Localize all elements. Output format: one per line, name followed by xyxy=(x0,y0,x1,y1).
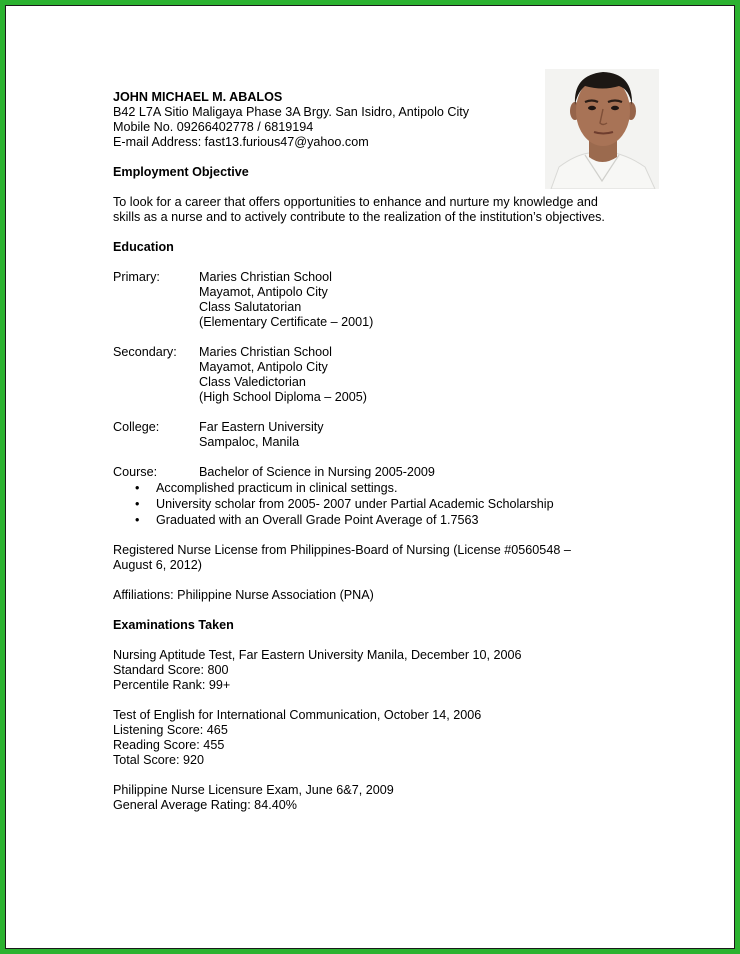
resume-document xyxy=(113,90,673,813)
exam-score: Standard Score: 800 xyxy=(113,663,229,677)
secondary-label: Secondary: xyxy=(113,345,177,359)
exam-title: Test of English for International Communication, October 14, 2006 xyxy=(113,708,482,722)
primary-school: Maries Christian School xyxy=(199,270,332,284)
exam-title: Nursing Aptitude Test, Far Eastern University Manila, December 10, 2006 xyxy=(113,648,522,662)
exams-heading: Examinations Taken xyxy=(113,618,234,632)
secondary-diploma: (High School Diploma – 2005) xyxy=(199,390,368,404)
exam-nursing-aptitude xyxy=(113,648,673,693)
applicant-name: JOHN MICHAEL M. ABALOS xyxy=(113,90,283,104)
objective-text-line-1: To look for a career that offers opportunities to enhance and nurture my knowledge and xyxy=(113,195,598,209)
exam-score: Percentile Rank: 99+ xyxy=(113,678,231,692)
primary-label: Primary: xyxy=(113,270,160,284)
primary-certificate: (Elementary Certificate – 2001) xyxy=(199,315,374,329)
education-college xyxy=(113,420,673,450)
college-label: College: xyxy=(113,420,160,434)
secondary-honor: Class Valedictorian xyxy=(199,375,306,389)
exam-toeic xyxy=(113,708,673,768)
license-line-1: Registered Nurse License from Philippines-Board of Nursing (License #0560548 – xyxy=(113,543,571,557)
objective-heading: Employment Objective xyxy=(113,165,249,179)
exam-score: Listening Score: 465 xyxy=(113,723,228,737)
college-location: Sampaloc, Manila xyxy=(199,435,300,449)
address: B42 L7A Sitio Maligaya Phase 3A Brgy. San Isidro, Antipolo City xyxy=(113,105,470,119)
email-address: E-mail Address: fast13.furious47@yahoo.com xyxy=(113,135,369,149)
primary-honor: Class Salutatorian xyxy=(199,300,302,314)
course-name: Bachelor of Science in Nursing 2005-2009 xyxy=(199,465,435,479)
license-line-2: August 6, 2012) xyxy=(113,558,202,572)
affiliations: Affiliations: Philippine Nurse Association (PNA) xyxy=(113,588,374,602)
list-item: • Accomplished practicum in clinical settings. xyxy=(113,480,673,496)
education-heading: Education xyxy=(113,240,174,254)
secondary-location: Mayamot, Antipolo City xyxy=(199,360,328,374)
education-course xyxy=(113,465,673,480)
course-label: Course: xyxy=(113,465,158,479)
objective-text-line-2: skills as a nurse and to actively contribute to the realization of the institution’s objectives. xyxy=(113,210,605,224)
exam-score: Reading Score: 455 xyxy=(113,738,225,752)
college-school: Far Eastern University xyxy=(199,420,324,434)
mobile-number: Mobile No. 09266402778 / 6819194 xyxy=(113,120,314,134)
secondary-school: Maries Christian School xyxy=(199,345,332,359)
exam-licensure xyxy=(113,783,673,813)
primary-location: Mayamot, Antipolo City xyxy=(199,285,328,299)
education-secondary xyxy=(113,345,673,405)
exam-title: Philippine Nurse Licensure Exam, June 6&7, 2009 xyxy=(113,783,394,797)
education-primary xyxy=(113,270,673,330)
course-achievements xyxy=(113,480,673,528)
list-item: • Graduated with an Overall Grade Point Average of 1.7563 xyxy=(113,512,673,528)
exam-score: General Average Rating: 84.40% xyxy=(113,798,297,812)
list-item: • University scholar from 2005- 2007 under Partial Academic Scholarship xyxy=(113,496,673,512)
exam-score: Total Score: 920 xyxy=(113,753,205,767)
